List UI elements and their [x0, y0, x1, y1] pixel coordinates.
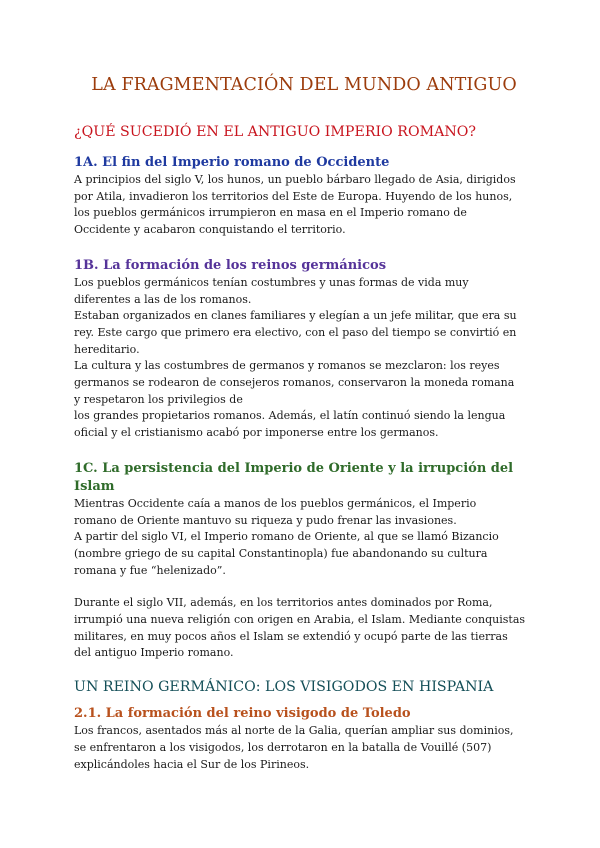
subsection-1c-heading: 1C. La persistencia del Imperio de Oriente y la irrupción del Islam [74, 460, 514, 494]
subsection-2-1-heading: 2.1. La formación del reino visigodo de Toledo [74, 706, 411, 722]
document-title: LA FRAGMENTACIÓN DEL MUNDO ANTIGUO [91, 75, 517, 95]
text-line: romano de Oriente mantuvo su riqueza y pudo frenar las invasiones. [74, 513, 457, 527]
text-line: del antiguo Imperio romano. [74, 646, 234, 660]
subsection-1c [74, 460, 534, 662]
text-line: oficial y el cristianismo acabó por imponerse entre los germanos. [74, 426, 439, 440]
text-line: militares, en muy pocos años el Islam se extendió y ocupó parte de las tierras [74, 629, 508, 643]
text-line: Estaban organizados en clanes familiares y elegían a un jefe militar, que era su [74, 309, 517, 323]
paragraph-gap [74, 579, 534, 595]
text-line: Los francos, asentados más al norte de la Galia, querían ampliar sus dominios, [74, 724, 514, 738]
text-line: se enfrentaron a los visigodos, los derrotaron en la batalla de Vouillé (507) [74, 740, 492, 754]
text-line: irrumpió una nueva religión con origen en Arabia, el Islam. Mediante conquistas [74, 613, 526, 627]
text-line: Durante el siglo VII, además, en los territorios antes dominados por Roma, [74, 596, 493, 610]
text-line: romana y fue “helenizado”. [74, 563, 226, 577]
text-line: explicándoles hacia el Sur de los Pirineos. [74, 757, 310, 771]
text-line: Occidente y acabaron conquistando el territorio. [74, 223, 346, 237]
text-line: La cultura y las costumbres de germanos y romanos se mezclaron: los reyes [74, 359, 500, 373]
subsection-1a-text [74, 172, 534, 239]
section-2-heading: UN REINO GERMÁNICO: LOS VISIGODOS EN HISPANIA [74, 679, 494, 696]
subsection-1b [74, 257, 534, 442]
text-line: Mientras Occidente caía a manos de los pueblos germánicos, el Imperio [74, 496, 477, 510]
text-line: hereditario. [74, 342, 140, 356]
subsection-1a [74, 154, 534, 239]
text-line: A principios del siglo V, los hunos, un pueblo bárbaro llegado de Asia, dirigidos [74, 173, 516, 186]
text-line: los pueblos germánicos irrumpieron en masa en el Imperio romano de [74, 206, 467, 220]
subsection-1c-text [74, 496, 534, 662]
text-line: rey. Este cargo que primero era electivo, con el paso del tiempo se convirtió en [74, 325, 517, 339]
text-line: diferentes a las de los romanos. [74, 292, 252, 306]
section-1-heading: ¿QUÉ SUCEDIÓ EN EL ANTIGUO IMPERIO ROMANO? [74, 124, 476, 140]
text-line: por Atila, invadieron los territorios del Este de Europa. Huyendo de los hunos, [74, 189, 513, 203]
subsection-1a-heading: 1A. El fin del Imperio romano de Occidente [74, 155, 390, 170]
text-line: Los pueblos germánicos tenían costumbres y unas formas de vida muy [74, 275, 469, 289]
text-line: (nombre griego de su capital Constantinopla) fue abandonando su cultura [74, 546, 488, 560]
subsection-2-1 [74, 705, 534, 773]
subsection-2-1-text [74, 723, 534, 773]
subsection-1b-heading: 1B. La formación de los reinos germánicos [74, 257, 387, 273]
text-line: y respetaron los privilegios de [74, 392, 243, 406]
text-line: los grandes propietarios romanos. Además, el latín continuó siendo la lengua [74, 409, 506, 423]
subsection-1b-text [74, 275, 534, 442]
text-line: A partir del siglo VI, el Imperio romano de Oriente, al que se llamó Bizancio [74, 530, 499, 544]
text-line: germanos se rodearon de consejeros romanos, conservaron la moneda romana [74, 376, 515, 390]
